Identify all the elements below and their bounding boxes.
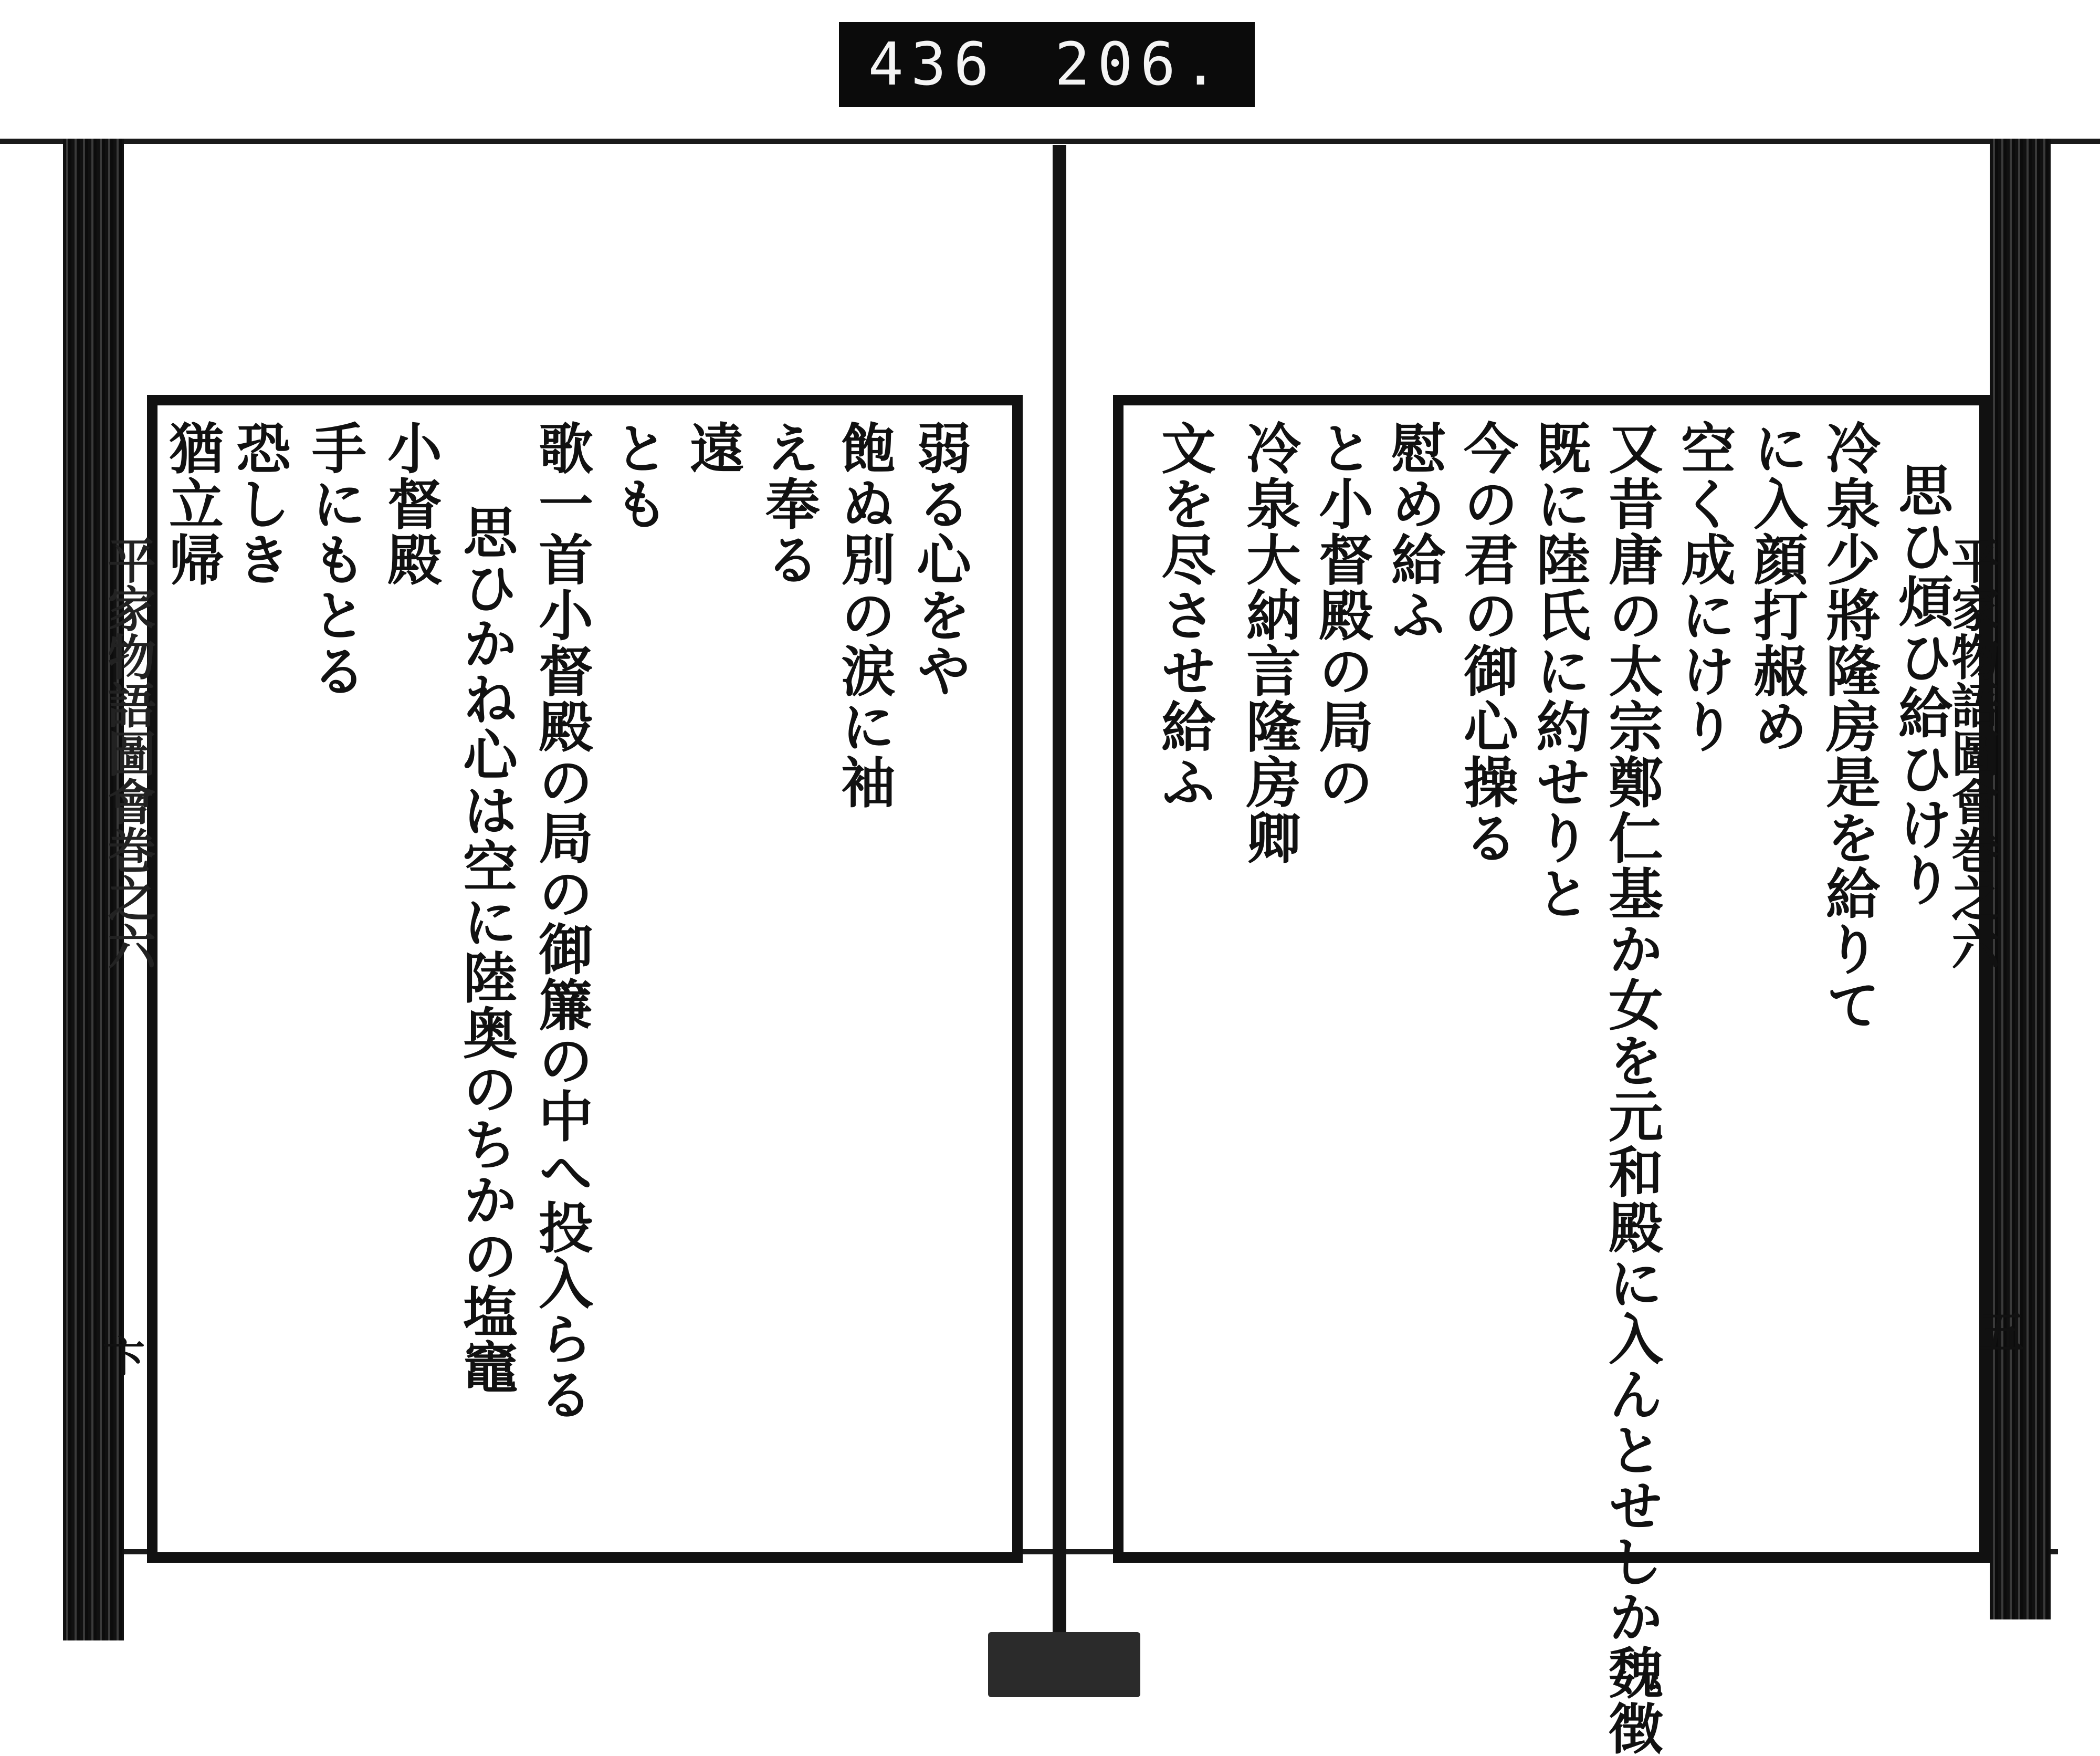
left-column-10: 恐しき [227,420,291,587]
right-column-10: 冷泉大納言隆房卿 [1237,420,1301,865]
right-column-4: 空く成にけり [1672,420,1736,754]
left-side-title: 平家物語圖會巻之六 [100,536,156,970]
label-right-number: 206. [1054,30,1226,99]
left-column-4: 遠 [680,420,745,476]
left-column-11: 猶立帰 [160,420,224,587]
right-column-11: 文を尽させ給ふ [1152,420,1216,810]
left-column-7: 思ひかね心は空に陸奥のちかの塩竈 [454,504,518,1395]
right-column-1: 思ひ煩ひ給ひけり [1889,462,1954,907]
label-left-number: 436 [868,30,996,99]
left-column-5: とも [605,420,669,531]
left-column-9: 手にもとる [302,420,367,698]
right-column-9: と小督殿の局の [1309,420,1374,810]
right-running-title: 平家物語圖會巻之六 [1944,536,2000,970]
left-column-6: 歌一首小督殿の局の御簾の中へ投入らる [529,420,594,1422]
right-column-2: 冷泉少將隆房是を給りて [1816,420,1881,1032]
right-column-3: に入顔打赧め [1744,420,1809,754]
book-spine [1053,145,1066,1636]
right-page-number: 五 [1979,1306,2024,1359]
right-column-6: 既に陸氏に約せりと [1527,420,1591,921]
left-column-3: え奉る [756,420,821,587]
right-column-8: 慰め給ふ [1382,420,1446,643]
left-column-2: 飽ぬ別の涙に袖 [832,420,896,810]
top-scan-band [0,139,2100,144]
spine-stub [988,1632,1140,1697]
left-column-8: 小督殿 [378,420,443,587]
right-column-7: 今の君の御心操る [1454,420,1519,865]
left-column-1: 弱る心をや [907,420,972,698]
left-tab-mark: 卞 [103,1332,145,1382]
right-column-5: 又昔唐の太宗鄭仁基か女を元和殿に入んとせしか魏徴 [1599,420,1664,1756]
archive-label [839,22,1255,107]
